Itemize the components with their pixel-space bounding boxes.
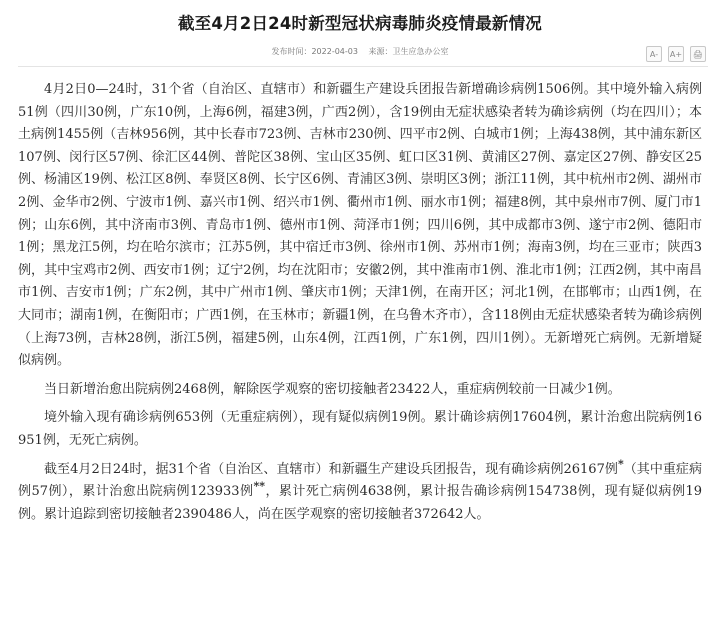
paragraph-cumulative [18, 459, 702, 527]
source-info [369, 47, 449, 56]
cumulative-text-c: ，累计死亡病例4638例，累计报告确诊病例154738例，现有疑似病例19例。累计追踪到密切接触者2390486人，尚在医学观察的密切接触者372642人。 [18, 484, 702, 522]
cumulative-text-b: （其中重症病例57例），累计治愈出院病例123933例 [18, 461, 702, 500]
footnote-mark-1: * [617, 457, 624, 471]
source-name: 卫生应急办公室 [392, 47, 449, 56]
footnote-mark-2: ** [253, 479, 266, 493]
publish-info [271, 47, 358, 56]
paragraph-recovered: 当日新增治愈出院病例2468例，解除医学观察的密切接触者23422人，重症病例较前一日减少1例。 [44, 381, 621, 397]
page-title: 截至4月2日24时新型冠状病毒肺炎疫情最新情况 [177, 14, 543, 33]
print-icon[interactable]: 🖨 [690, 46, 706, 62]
publish-date: 2022-04-03 [311, 47, 358, 56]
font-decrease-button[interactable]: A- [646, 46, 662, 62]
paragraph-imported: 境外输入现有确诊病例653例（无重症病例），现有疑似病例19例。累计确诊病例17604例，累计治愈出院病例16951例，无死亡病例。 [18, 410, 702, 448]
article-meta [0, 46, 720, 57]
source-label: 来源： [368, 47, 393, 56]
article-body [18, 79, 702, 532]
font-size-controls [646, 46, 706, 62]
cumulative-text-a: 截至4月2日24时，据31个省（自治区、直辖市）和新疆生产建设兵团报告，现有确诊病例26167例 [44, 461, 618, 477]
header-divider [18, 66, 708, 67]
publish-label: 发布时间： [271, 47, 312, 56]
paragraph-new-cases: 4月2日0—24时，31个省（自治区、直辖市）和新疆生产建设兵团报告新增确诊病例1506例。其中境外输入病例51例（四川30例，广东10例，上海6例，福建3例，广西2例），含19例由无症状感染者转为确诊病例（均在四川）；本土病例1455例（吉林956例，其中长春市723例、吉林市230例、四平市2例、白城市1例；上海438例，其中浦东新区107例、闵行区57例、徐汇区44例、普陀区38例、宝山区35例、虹口区31例、黄浦区27例、嘉定区27例、静安区25例、杨浦区19例、松江区8例、奉贤区8例、长宁区6例、青浦区3例、崇明区3例；浙江11例，其中杭州市2例、湖州市2例、金华市2例、宁波市1例、嘉兴市1例、绍兴市1例、衢州市1例、丽水市1例；福建8例，其中泉州市7例、厦门市1例；山东6例，其中济南市3例、青岛市1例、德州市1例、菏泽市1例；四川6例，其中成都市3例、遂宁市2例、德阳市1例；黑龙江5例，均在哈尔滨市；江苏5例，其中宿迁市3例、徐州市1例、苏州市1例；海南3例，均在三亚市；陕西3例，其中宝鸡市2例、西安市1例；辽宁2例，均在沈阳市；安徽2例，其中淮南市1例、淮北市1例；江西2例，其中南昌市1例、吉安市1例；广东2例，其中广州市1例、肇庆市1例；天津1例，在南开区；河北1例，在邯郸市；山西1例，在大同市；湖南1例，在衡阳市；广西1例，在玉林市；新疆1例，在乌鲁木齐市），含118例由无症状感染者转为确诊病例（上海73例，吉林28例，浙江5例，福建5例，山东4例，江西1例，广东1例，四川1例）。无新增死亡病例。无新增疑似病例。 [18, 82, 702, 369]
font-increase-button[interactable]: A+ [668, 46, 684, 62]
